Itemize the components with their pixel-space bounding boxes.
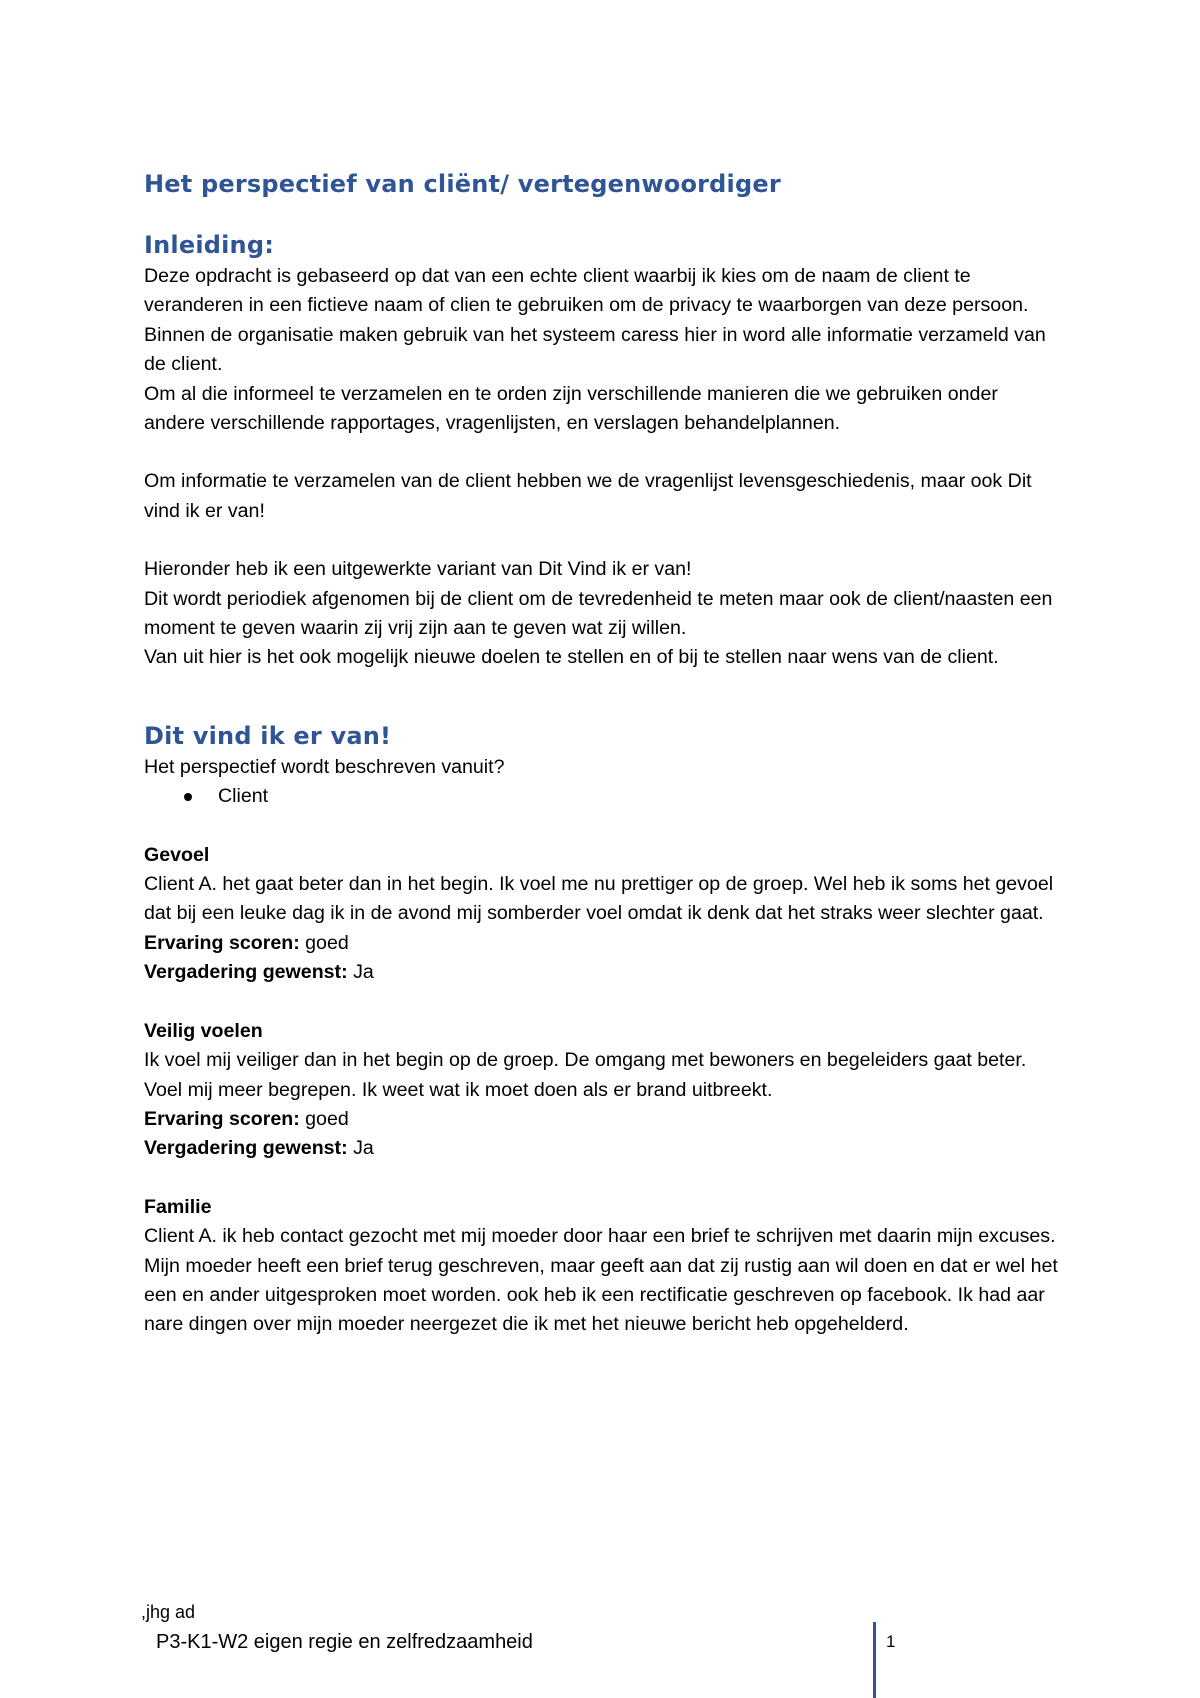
section-text: Client A. ik heb contact gezocht met mij moeder door haar een brief te schrijven met daarin mijn excuses. Mijn moeder heeft een brief terug geschreven, maar geeft aan dat zij rustig aan wil doen en dat er wel het een en ander uitgesproken moet worden. ook heb ik een rectificatie geschreven op facebook. Ik had aar nare dingen over mijn moeder neergezet die ik met het nieuwe bericht heb opgehelderd.	[144, 1225, 1058, 1336]
intro-paragraph: Van uit hier is het ook mogelijk nieuwe doelen te stellen en of bij te stellen naar wens van de client.	[144, 646, 999, 669]
section-heading-veilig: Veilig voelen	[144, 1019, 263, 1042]
footer-divider	[873, 1622, 876, 1698]
section-heading-gevoel: Gevoel	[144, 843, 210, 866]
score-value: goed	[299, 931, 349, 954]
meeting-line	[144, 1134, 1064, 1163]
intro-paragraph: Dit wordt periodiek afgenomen bij de client om de tevredenheid te meten maar ook de client/naasten een moment te geven waarin zij vrij zijn aan te geven wat zij willen.	[144, 587, 1053, 640]
intro-paragraph: Om al die informeel te verzamelen en te orden zijn verschillende manieren die we gebruiken onder andere verschillende rapportages, vragenlijsten, en verslagen behandelplannen.	[144, 382, 998, 435]
score-label: Ervaring scoren:	[144, 1107, 300, 1130]
meeting-label: Vergadering gewenst:	[144, 961, 348, 984]
perspective-answer-item	[144, 782, 1064, 811]
meeting-line	[144, 958, 1064, 987]
section-text: Ik voel mij veiliger dan in het begin op de groep. De omgang met bewoners en begeleiders gaat beter. Voel mij meer begrepen. Ik weet wat ik moet doen als er brand uitbreekt.	[144, 1049, 1027, 1101]
score-value: goed	[299, 1107, 349, 1130]
meeting-label: Vergadering gewenst:	[144, 1137, 348, 1160]
document-content	[144, 166, 1064, 1340]
section-heading-familie: Familie	[144, 1195, 212, 1218]
score-line	[144, 929, 1064, 958]
page-number: 1	[886, 1632, 896, 1651]
score-line	[144, 1105, 1064, 1134]
bullet-icon	[184, 793, 192, 801]
intro-heading: Inleiding:	[144, 231, 275, 259]
perspective-question: Het perspectief wordt beschreven vanuit?	[144, 755, 505, 778]
page-title: Het perspectief van cliënt/ vertegenwoordiger	[144, 170, 781, 198]
perspective-answer: Client	[218, 785, 269, 808]
intro-paragraph: Binnen de organisatie maken gebruik van het systeem caress hier in word alle informatie verzameld van de client.	[144, 323, 1046, 376]
score-label: Ervaring scoren:	[144, 931, 300, 954]
meeting-value: Ja	[347, 961, 374, 984]
section-heading: Dit vind ik er van!	[144, 721, 392, 750]
footer-note: ,jhg ad	[141, 1602, 196, 1622]
intro-paragraph: Hieronder heb ik een uitgewerkte variant van Dit Vind ik er van!	[144, 558, 692, 581]
footer-title: P3-K1-W2 eigen regie en zelfredzaamheid	[156, 1631, 533, 1653]
intro-paragraph: Om informatie te verzamelen van de client hebben we de vragenlijst levensgeschiedenis, maar ook Dit vind ik er van!	[144, 470, 1032, 522]
meeting-value: Ja	[347, 1137, 374, 1160]
section-text: Client A. het gaat beter dan in het begin. Ik voel me nu prettiger op de groep. Wel heb ik soms het gevoel dat bij een leuke dag ik in de avond mij somberder voel omdat ik denk dat het straks weer slechter gaat.	[144, 873, 1054, 925]
intro-paragraph: Deze opdracht is gebaseerd op dat van een echte client waarbij ik kies om de naam de client te veranderen in een fictieve naam of clien te gebruiken om de privacy te waarborgen van deze persoon.	[144, 265, 1029, 317]
